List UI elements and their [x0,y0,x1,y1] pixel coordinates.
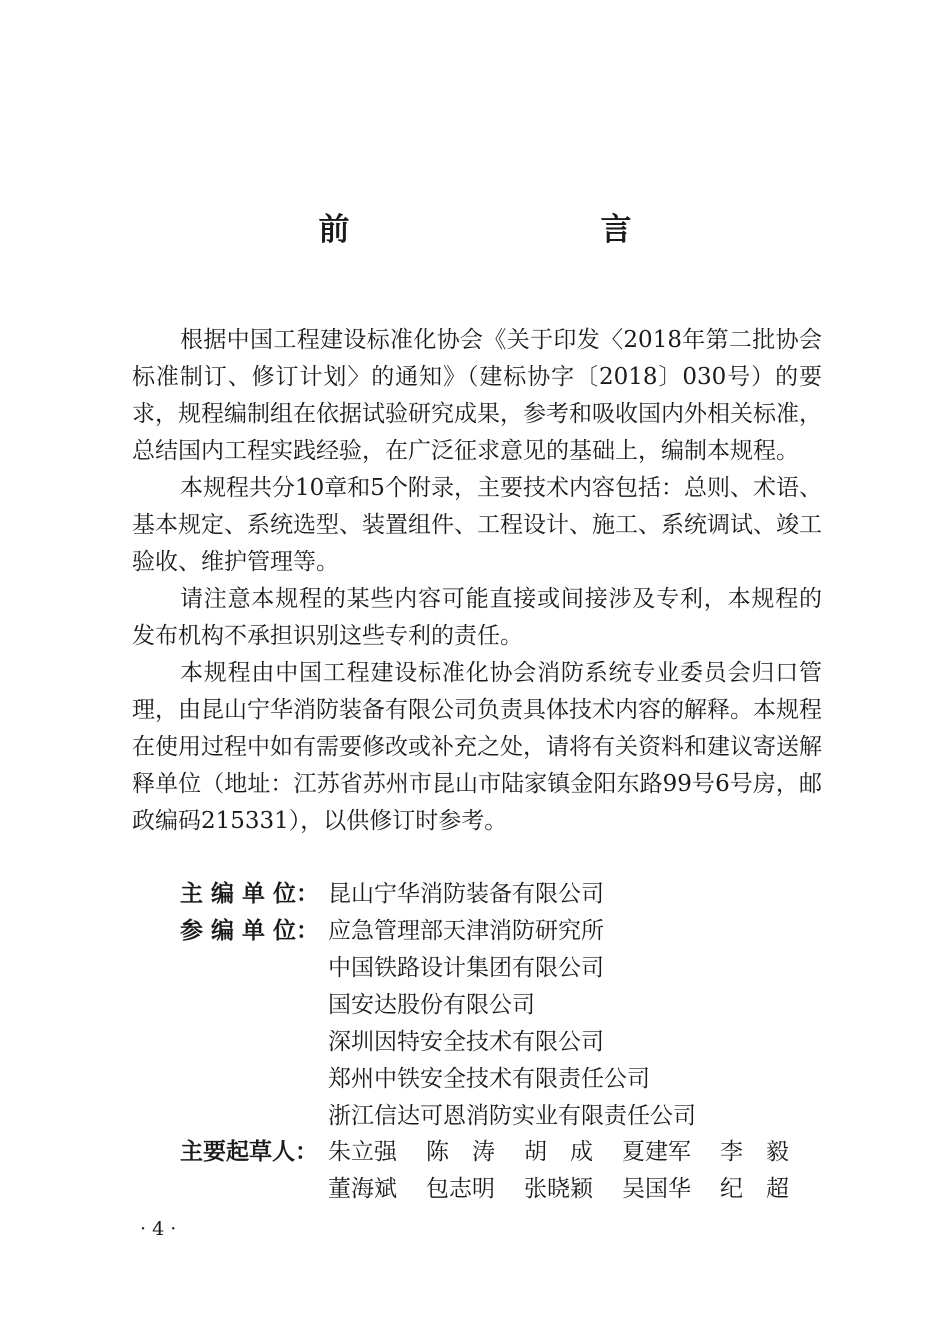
participating-section [180,913,820,1135]
drafter-name: 夏建军 [622,1139,691,1165]
drafter-name: 吴国华 [622,1176,691,1202]
drafter-name: 朱立强 [328,1139,397,1165]
participating-label: 参 编 单 位： [180,918,320,944]
preface-body [132,322,822,840]
drafter-name: 陈 涛 [426,1139,495,1165]
drafter-name: 张晓颖 [524,1176,593,1202]
drafter-name: 董海斌 [328,1176,397,1202]
drafter-name: 包志明 [426,1176,495,1202]
participating-org: 深圳因特安全技术有限公司 [328,1029,604,1055]
drafter-names [328,1134,820,1208]
drafter-name: 李 毅 [720,1139,789,1165]
participating-org: 中国铁路设计集团有限公司 [328,955,604,981]
paragraph-standard-origin: 根据中国工程建设标准化协会《关于印发〈2018年第二批协会标准制订、修订计划〉的通知》（建标协字〔2018〕030号）的要求，规程编制组在依据试验研究成果，参考和吸收国内外相关标准，总结国内工程实践经验，在广泛征求意见的基础上，编制本规程。 [132,327,822,464]
participating-org-list [328,913,820,1135]
drafters-section [180,1134,820,1208]
chief-editor-section [180,876,820,913]
page-title: 前 言 [318,212,695,248]
drafter-row [328,1134,820,1171]
participating-org: 国安达股份有限公司 [328,992,535,1018]
drafter-row [328,1171,820,1208]
page-number: · 4 · [140,1218,177,1240]
drafter-name: 纪 超 [720,1176,789,1202]
participating-org: 浙江信达可恩消防实业有限责任公司 [328,1103,696,1129]
paragraph-patent-notice: 请注意本规程的某些内容可能直接或间接涉及专利，本规程的发布机构不承担识别这些专利的责任。 [132,586,822,649]
drafters-label: 主要起草人： [180,1139,318,1165]
participating-org: 应急管理部天津消防研究所 [328,918,604,944]
paragraph-administration: 本规程由中国工程建设标准化协会消防系统专业委员会归口管理，由昆山宁华消防装备有限公司负责具体技术内容的解释。本规程在使用过程中如有需要修改或补充之处，请将有关资料和建议寄送解释单位（地址：江苏省苏州市昆山市陆家镇金阳东路99号6号房，邮政编码215331），以供修订时参考。 [132,660,822,834]
drafter-name: 胡 成 [524,1139,593,1165]
chief-editor-org: 昆山宁华消防装备有限公司 [328,881,604,907]
participating-org: 郑州中铁安全技术有限责任公司 [328,1066,650,1092]
paragraph-contents: 本规程共分10章和5个附录，主要技术内容包括：总则、术语、基本规定、系统选型、装置组件、工程设计、施工、系统调试、竣工验收、维护管理等。 [132,475,822,575]
chief-editor-label: 主 编 单 位： [180,881,320,907]
